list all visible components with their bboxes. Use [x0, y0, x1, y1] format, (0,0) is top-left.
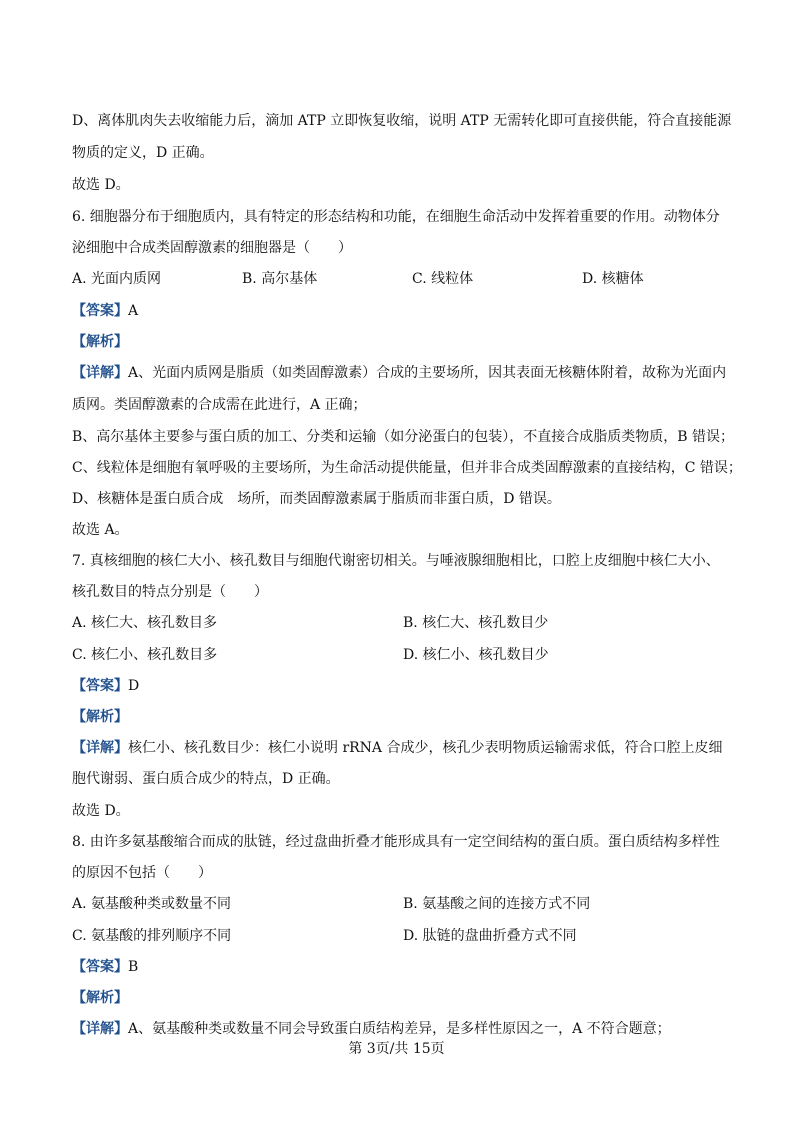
detail-text: A、光面内质网是脂质（如类固醇激素）合成的主要场所，因其表面无核糖体附着，故称为光面内 [128, 365, 727, 381]
q8-analysis-heading [72, 989, 732, 1007]
detail-text: A、氨基酸种类或数量不同会导致蛋白质结构差异，是多样性原因之一，A 不符合题意； [128, 1021, 671, 1037]
analysis-tag: 【解析】 [72, 334, 128, 350]
q8-option-c: C. 氨基酸的排列顺序不同 [72, 928, 232, 944]
q7-option-a: A. 核仁大、核孔数目多 [72, 615, 218, 631]
text-line: 故选 D。 [72, 177, 130, 193]
q7-detail-cont: 胞代谢弱、蛋白质合成少的特点，D 正确。 [72, 771, 340, 787]
q8-answer [72, 958, 732, 976]
q7-answer [72, 677, 732, 695]
question-6-stem: 泌细胞中合成类固醇激素的细胞器是（ ） [72, 240, 352, 256]
answer-value: D [128, 678, 140, 694]
text-line: C、线粒体是细胞有氧呼吸的主要场所，为生命活动提供能量，但并非合成类固醇激素的直接结构，C 错误； [72, 460, 742, 476]
q8-detail [72, 1020, 732, 1038]
question-7-stem: 7. 真核细胞的核仁大小、核孔数目与细胞代谢密切相关。与唾液腺细胞相比，口腔上皮细胞中核仁大小、 [72, 553, 720, 569]
page-footer: 第 3页/共 15页 [348, 1041, 445, 1057]
question-6-stem: 6. 细胞器分布于细胞质内，具有特定的形态结构和功能，在细胞生命活动中发挥着重要的作用。动物体分 [72, 209, 720, 225]
analysis-tag: 【解析】 [72, 709, 128, 725]
q6-option-d: D. 核糖体 [582, 271, 644, 287]
q6-analysis-heading [72, 333, 732, 351]
q6-answer [72, 302, 732, 320]
q6-option-c: C. 线粒体 [412, 271, 474, 287]
detail-tag: 【详解】 [72, 365, 128, 381]
q7-option-b: B. 核仁大、核孔数目少 [403, 615, 549, 631]
q7-detail [72, 739, 732, 757]
detail-text: 核仁小、核孔数目少：核仁小说明 rRNA 合成少，核孔少表明物质运输需求低，符合口腔上皮细 [128, 740, 723, 756]
answer-tag: 【答案】 [72, 303, 128, 319]
analysis-tag: 【解析】 [72, 990, 128, 1006]
q7-option-c: C. 核仁小、核孔数目多 [72, 647, 218, 663]
answer-value: A [128, 303, 139, 319]
text-line: D、核糖体是蛋白质合成 场所，而类固醇激素属于脂质而非蛋白质，D 错误。 [72, 491, 561, 507]
answer-tag: 【答案】 [72, 959, 128, 975]
q8-option-b: B. 氨基酸之间的连接方式不同 [403, 896, 591, 912]
detail-tag: 【详解】 [72, 1021, 128, 1037]
q6-detail-cont: 质网。类固醇激素的合成需在此进行，A 正确； [72, 397, 367, 413]
q6-option-b: B. 高尔基体 [242, 271, 318, 287]
answer-value: B [128, 959, 139, 975]
detail-tag: 【详解】 [72, 740, 128, 756]
question-7-stem: 核孔数目的特点分别是（ ） [72, 584, 268, 600]
question-8-stem: 的原因不包括（ ） [72, 865, 212, 881]
text-line: 故选 A。 [72, 522, 129, 538]
question-8-stem: 8. 由许多氨基酸缩合而成的肽链，经过盘曲折叠才能形成具有一定空间结构的蛋白质。蛋白质结构多样性 [72, 834, 720, 850]
text-line: B、高尔基体主要参与蛋白质的加工、分类和运输（如分泌蛋白的包装），不直接合成脂质类物质，B 错误； [72, 429, 735, 445]
q7-analysis-heading [72, 708, 732, 726]
text-line: D、离体肌肉失去收缩能力后，滴加 ATP 立即恢复收缩，说明 ATP 无需转化即可直接供能，符合直接能源 [72, 113, 732, 129]
text-line: 故选 D。 [72, 803, 130, 819]
q7-option-d: D. 核仁小、核孔数目少 [403, 647, 549, 663]
q8-option-d: D. 肽链的盘曲折叠方式不同 [403, 928, 577, 944]
q8-option-a: A. 氨基酸种类或数量不同 [72, 896, 232, 912]
q6-option-a: A. 光面内质网 [72, 271, 162, 287]
q6-detail [72, 364, 732, 382]
text-line: 物质的定义，D 正确。 [72, 145, 214, 161]
answer-tag: 【答案】 [72, 678, 128, 694]
